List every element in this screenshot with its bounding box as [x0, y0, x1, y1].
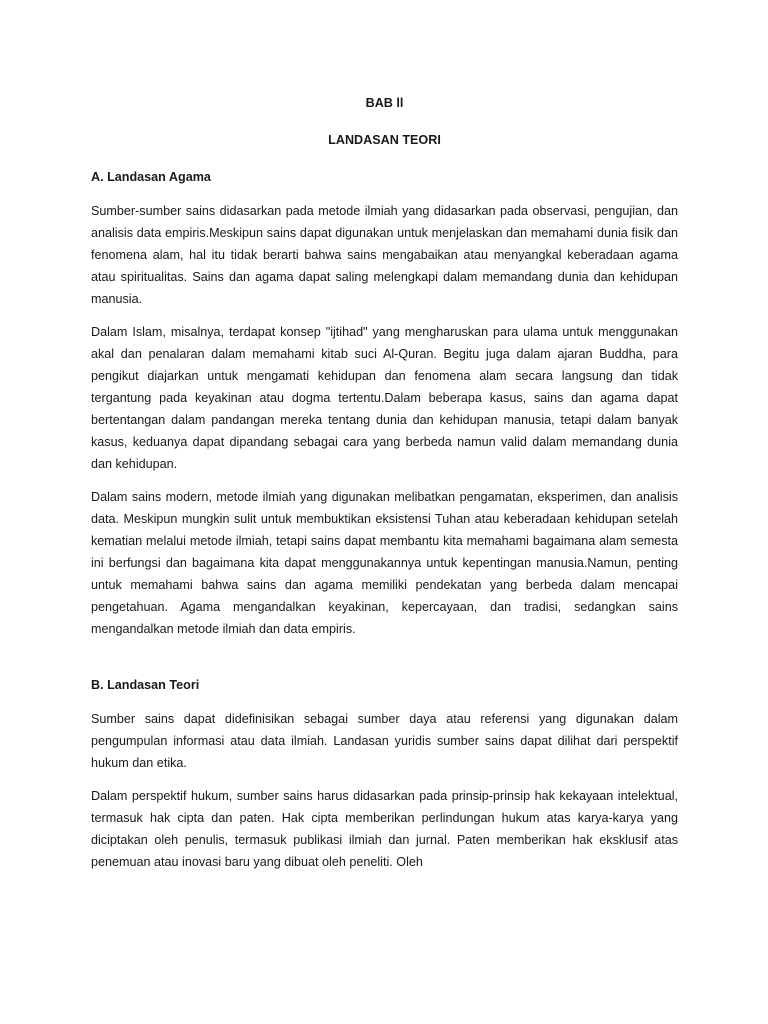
paragraph: Sumber sains dapat didefinisikan sebagai sumber daya atau referensi yang digunakan dalam pengumpulan informasi atau data ilmiah. Landasan yuridis sumber sains dapat dilihat dari perspektif hukum dan etika. — [91, 712, 678, 770]
paragraph: Sumber-sumber sains didasarkan pada metode ilmiah yang didasarkan pada observasi, pengujian, dan analisis data empiris.Meskipun sains dapat digunakan untuk menjelaskan dan memahami dunia fisik dan fenomena alam, hal itu tidak berarti bahwa sains mengabaikan atau menyangkal keberadaan agama atau spiritualitas. Sains dan agama dapat saling melengkapi dalam memandang dunia dan kehidupan manusia. — [91, 204, 678, 306]
section-heading-b: B. Landasan Teori — [91, 678, 200, 692]
chapter-heading: BAB ll — [365, 96, 404, 110]
chapter-title: LANDASAN TEORI — [328, 133, 441, 147]
paragraph: Dalam perspektif hukum, sumber sains harus didasarkan pada prinsip-prinsip hak kekayaan intelektual, termasuk hak cipta dan paten. Hak cipta memberikan perlindungan hukum atas karya-karya yang diciptakan oleh penulis, termasuk publikasi ilmiah dan jurnal. Paten memberikan hak eksklusif atas penemuan atau inovasi baru yang dibuat oleh peneliti. Oleh — [91, 789, 678, 869]
paragraph: Dalam Islam, misalnya, terdapat konsep "ijtihad" yang mengharuskan para ulama untuk menggunakan akal dan penalaran dalam memahami kitab suci Al-Quran. Begitu juga dalam ajaran Buddha, para pengikut diajarkan untuk mengamati kehidupan dan fenomena alam secara langsung dan tidak tergantung pada keyakinan atau dogma tertentu.Dalam beberapa kasus, sains dan agama dapat bertentangan dalam pandangan mereka tentang dunia dan kehidupan manusia, tetapi dalam banyak kasus, keduanya dapat dipandang sebagai cara yang berbeda namun valid dalam memandang dunia dan kehidupan. — [91, 325, 678, 471]
document-page — [91, 92, 678, 884]
section-heading-a: A. Landasan Agama — [91, 170, 211, 184]
paragraph: Dalam sains modern, metode ilmiah yang digunakan melibatkan pengamatan, eksperimen, dan analisis data. Meskipun mungkin sulit untuk membuktikan eksistensi Tuhan atau keberadaan kehidupan setelah kematian melalui metode ilmiah, tetapi sains dapat membantu kita memahami bagaimana alam semesta ini berfungsi dan bagaimana kita dapat menggunakannya untuk kepentingan manusia.Namun, penting untuk memahami bahwa sains dan agama memiliki pendekatan yang berbeda dalam mencapai pengetahuan. Agama mengandalkan keyakinan, kepercayaan, dan tradisi, sedangkan sains mengandalkan metode ilmiah dan data empiris. — [91, 490, 678, 636]
